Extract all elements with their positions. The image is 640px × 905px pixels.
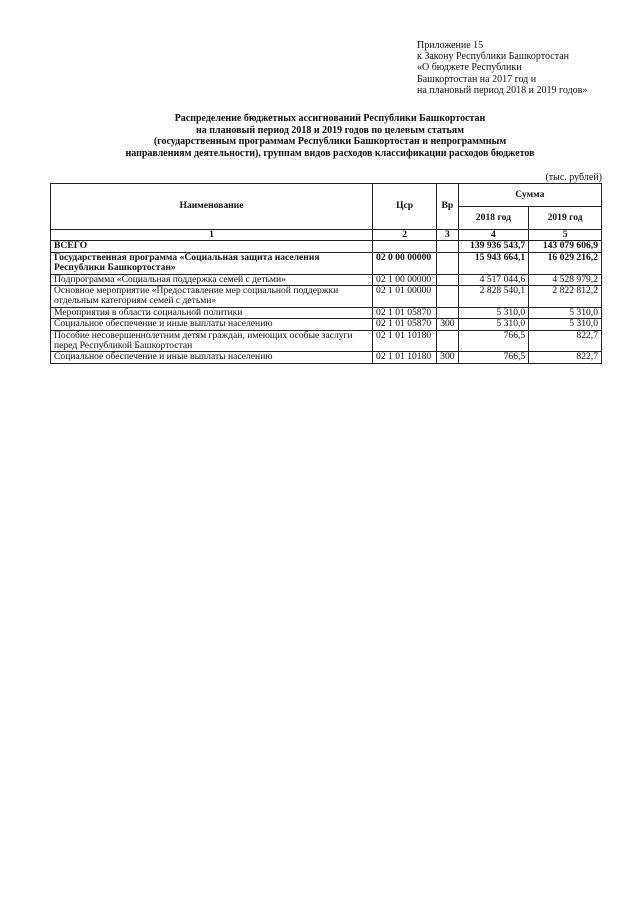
row-2018: 4 517 044,6 (458, 274, 529, 285)
row-code: 02 1 01 05870 (373, 307, 437, 318)
budget-table (50, 183, 602, 364)
title-line: Распределение бюджетных ассигнований Республики Башкортостан (174, 113, 486, 124)
row-vr (437, 330, 458, 352)
title-line: (государственным программам Республики Башкортостан и непрограммным (153, 136, 507, 147)
row-code: 02 1 01 00000 (373, 286, 437, 308)
header-2019: 2019 год (529, 207, 602, 230)
header-2018: 2018 год (458, 207, 529, 230)
row-vr (437, 307, 458, 318)
row-2018: 15 943 664,1 (458, 252, 529, 274)
annex-line: Приложение 15 (417, 40, 484, 51)
row-name: Социальное обеспечение и иные выплаты населению (51, 352, 373, 363)
row-name: Государственная программа «Социальная защита населения Республики Башкортостан» (51, 252, 373, 274)
column-index: 5 (529, 230, 602, 241)
annex-header (417, 40, 632, 96)
table-row-total (51, 241, 602, 252)
row-code: 02 1 00 00000 (373, 274, 437, 285)
table-row (51, 330, 602, 352)
row-name: Подпрограмма «Социальная поддержка семей с детьми» (51, 274, 373, 285)
table-row (51, 286, 602, 308)
annex-line: Башкортостан на 2017 год и (417, 73, 537, 85)
title-line: на плановый период 2018 и 2019 годов по целевым статьям (195, 124, 465, 136)
row-name: ВСЕГО (51, 241, 373, 252)
header-code: Цср (373, 184, 437, 230)
column-index: 2 (373, 230, 437, 241)
row-name: Социальное обеспечение и иные выплаты населению (51, 319, 373, 330)
row-code: 02 1 01 10180 (373, 330, 437, 352)
row-2019: 5 310,0 (529, 307, 602, 318)
table-row (51, 319, 602, 330)
row-2019: 822,7 (529, 352, 602, 363)
column-index: 3 (437, 230, 458, 241)
row-name: Основное мероприятие «Предоставление мер социальной поддержки отдельным категориям семей с детьми» (51, 286, 373, 308)
row-vr (437, 286, 458, 308)
row-code: 02 0 00 00000 (373, 252, 437, 274)
table-row (51, 252, 602, 274)
row-vr: 300 (437, 352, 458, 363)
row-2019: 822,7 (529, 330, 602, 352)
row-2019: 5 310,0 (529, 319, 602, 330)
header-name: Наименование (51, 184, 373, 230)
table-row (51, 307, 602, 318)
row-code: 02 1 01 05870 (373, 319, 437, 330)
row-2018: 139 936 543,7 (458, 241, 529, 252)
annex-line: к Закону Республики Башкортостан (417, 51, 569, 63)
row-2018: 5 310,0 (458, 307, 529, 318)
table-row (51, 274, 602, 285)
document-title (60, 113, 600, 159)
header-vr: Вр (437, 184, 458, 230)
column-index: 1 (51, 230, 373, 241)
annex-line: «О бюджете Республики (417, 62, 522, 74)
row-2019: 143 079 606,9 (529, 241, 602, 252)
row-2018: 766,5 (458, 330, 529, 352)
title-line: направлениям деятельности), группам видов расходов классификации расходов бюджетов (125, 147, 535, 159)
row-2018: 2 828 540,1 (458, 286, 529, 308)
row-2019: 2 822 812,2 (529, 286, 602, 308)
row-name: Пособие несовершеннолетним детям граждан, имеющих особые заслуги перед Республикой Башкортостан (51, 330, 373, 352)
row-vr (437, 252, 458, 274)
annex-line: на плановый период 2018 и 2019 годов» (417, 84, 588, 96)
row-name: Мероприятия в области социальной политики (51, 307, 373, 318)
row-2019: 16 029 216,2 (529, 252, 602, 274)
table-row (51, 352, 602, 363)
row-2018: 766,5 (458, 352, 529, 363)
column-index-row (51, 230, 602, 241)
row-2019: 4 528 979,2 (529, 274, 602, 285)
header-row (51, 184, 602, 207)
row-vr (437, 241, 458, 252)
row-vr: 300 (437, 319, 458, 330)
row-2018: 5 310,0 (458, 319, 529, 330)
units-label: (тыс. рублей) (545, 172, 602, 183)
row-code: 02 1 01 10180 (373, 352, 437, 363)
row-vr (437, 274, 458, 285)
row-code (373, 241, 437, 252)
column-index: 4 (458, 230, 529, 241)
header-sum: Сумма (458, 184, 601, 207)
